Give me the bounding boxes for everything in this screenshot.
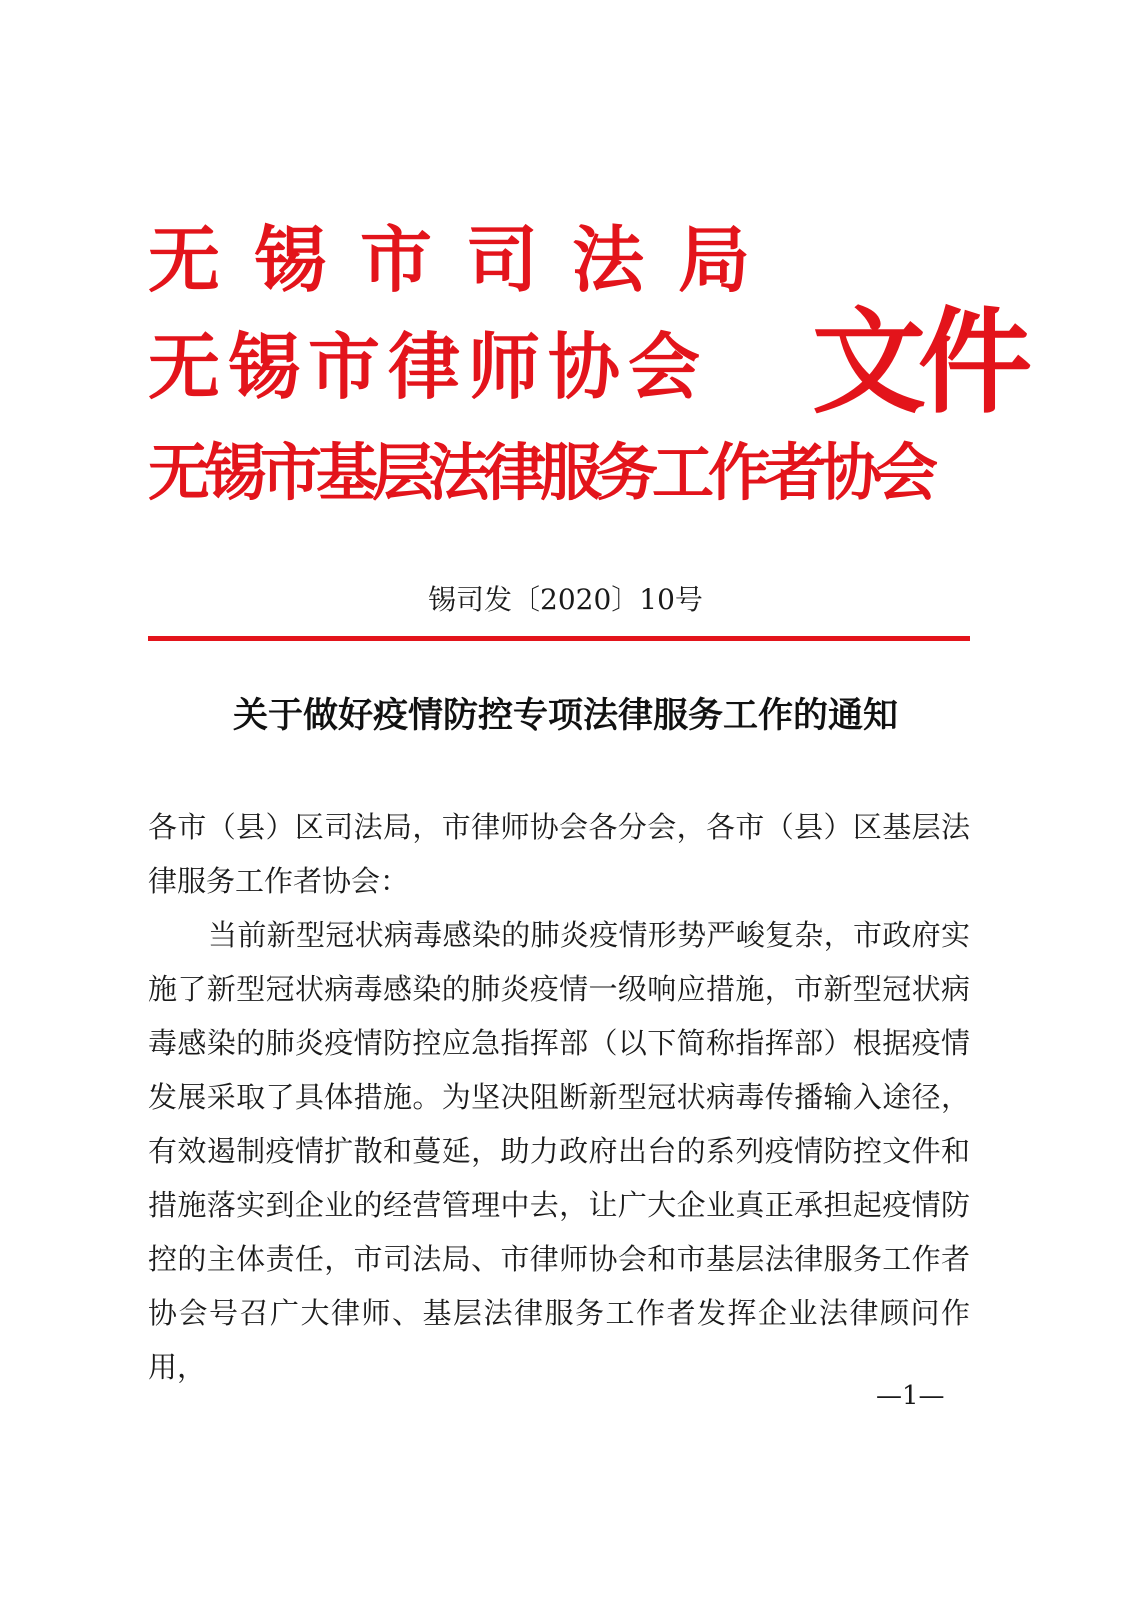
document-label: 文件 xyxy=(812,296,1025,429)
body-paragraph: 当前新型冠状病毒感染的肺炎疫情形势严峻复杂，市政府实施了新型冠状病毒感染的肺炎疫情一级响应措施，市新型冠状病毒感染的肺炎疫情防控应急指挥部（以下简称指挥部）根据疫情发展采取了具体措施。为坚决阻断新型冠状病毒传播输入途径，有效遏制疫情扩散和蔓延，助力政府出台的系列疫情防控文件和措施落实到企业的经营管理中去，让广大企业真正承担起疫情防控的主体责任，市司法局、市律师协会和市基层法律服务工作者协会号召广大律师、基层法律服务工作者发挥企业法律顾问作用， xyxy=(148,918,970,1384)
document-number: 锡司发〔2020〕10号 xyxy=(428,583,703,616)
red-divider xyxy=(148,636,970,641)
salutation: 各市（县）区司法局，市律师协会各分会，各市（县）区基层法律服务工作者协会： xyxy=(148,810,970,898)
notice-title: 关于做好疫情防控专项法律服务工作的通知 xyxy=(232,695,898,736)
issuer-lawyers-association: 无锡市律师协会 xyxy=(148,325,709,409)
issuer-grassroots-legal-association: 无锡市基层法律服务工作者协会 xyxy=(148,436,933,509)
page-number: —1— xyxy=(876,1381,945,1411)
issuer-justice-bureau: 无锡市司法局 xyxy=(148,218,785,302)
